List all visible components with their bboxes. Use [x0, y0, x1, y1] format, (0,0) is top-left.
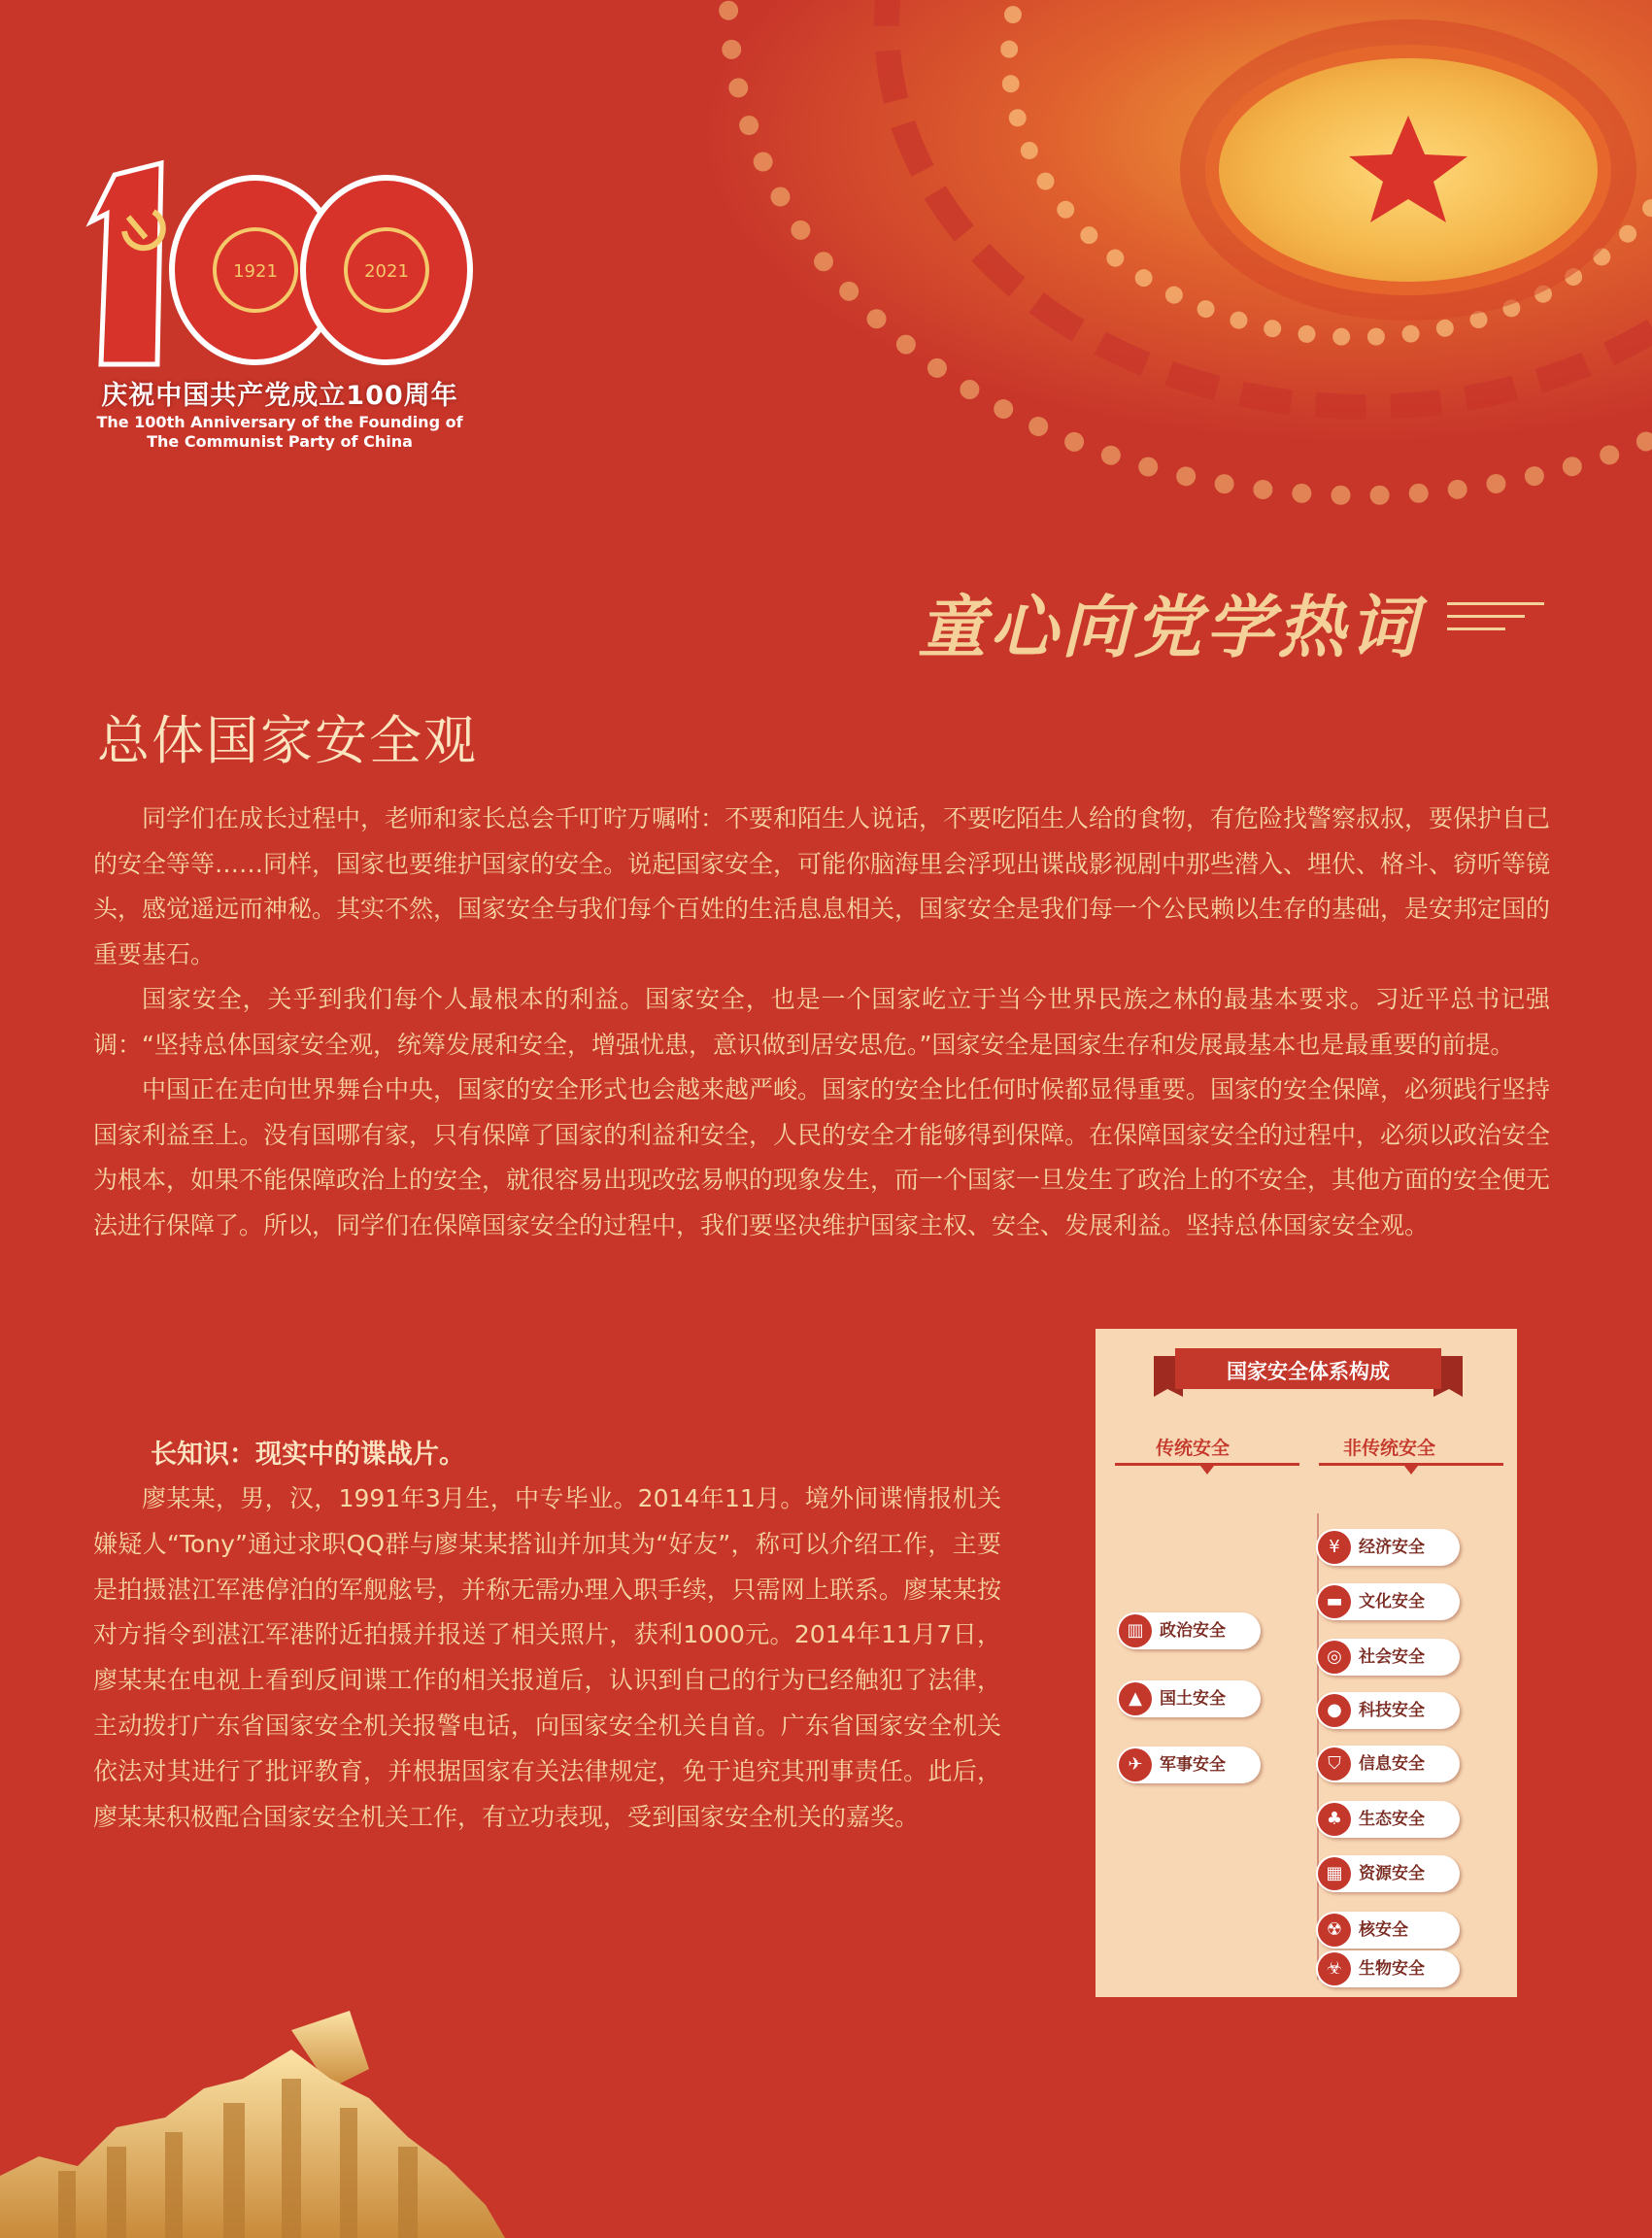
- tip-paragraph: 廖某某，男，汉，1991年3月生，中专毕业。2014年11月。境外间谍情报机关嫌疑人“Tony”通过求职QQ群与廖某某搭讪并加其为“好友”，称可以介绍工作，主要是拍摄湛江军港停泊的军舰舷号，并称无需办理入职手续，只需网上联系。廖某某按对方指令到湛江军港附近拍摄并报送了相关照片，获利1000元。2014年11月7日，廖某某在电视上看到反间谍工作的相关报道后，认识到自己的行为已经触犯了法律，主动拨打广东省国家安全机关报警电话，向国家安全机关自首。广东省国家安全机关依法对其进行了批评教育，并根据国家有关法律规定，免于追究其刑事责任。此后，廖某某积极配合国家安全机关工作，有立功表现，受到国家安全机关的嘉奖。: [93, 1484, 1001, 1831]
- non-traditional-item: ▦ 资源安全: [1316, 1855, 1460, 1892]
- resource-icon: ▦: [1318, 1857, 1351, 1890]
- logo-subtitle-line1: The 100th Anniversary of the Founding of: [96, 413, 463, 431]
- paragraph: 国家安全，关乎到我们每个人最根本的利益。国家安全，也是一个国家屹立于当今世界民族之林的最基本要求。习近平总书记强调：“坚持总体国家安全观，统筹发展和安全，增强忧患，意识做到居安思危。”国家安全是国家生存和发展最基本也是最重要的前提。: [93, 985, 1550, 1059]
- paragraph: 中国正在走向世界舞台中央，国家的安全形式也会越来越严峻。国家的安全比任何时候都显得重要。国家的安全保障，必须践行坚持国家利益至上。没有国哪有家，只有保障了国家的利益和安全，人民的安全才能够得到保障。在保障国家安全的过程中，必须以政治安全为根本，如果不能保障政治上的安全，就很容易出现改弦易帜的现象发生，而一个国家一旦发生了政治上的不安全，其他方面的安全便无法进行保障了。所以，同学们在保障国家安全的过程中，我们要坚决维护国家主权、安全、发展利益。坚持总体国家安全观。: [93, 1075, 1551, 1239]
- non-traditional-item: ▬ 文化安全: [1316, 1583, 1460, 1620]
- section-heading: 总体国家安全观: [97, 710, 478, 771]
- non-traditional-item: ● 科技安全: [1316, 1692, 1460, 1729]
- non-traditional-item: ☣ 生物安全: [1316, 1950, 1460, 1987]
- traditional-item: ✈ 军事安全: [1117, 1746, 1261, 1783]
- shield-icon: ⛉: [1318, 1747, 1351, 1780]
- biohazard-icon: ☣: [1318, 1952, 1351, 1985]
- network-icon: ◎: [1318, 1641, 1351, 1674]
- tip-body: [93, 1476, 1001, 1840]
- security-system-panel: [1096, 1329, 1517, 1997]
- traditional-item: ▥ 政治安全: [1117, 1612, 1261, 1649]
- non-traditional-item: ☢ 核安全: [1316, 1912, 1460, 1949]
- graduation-cap-icon: ▬: [1318, 1585, 1351, 1618]
- non-traditional-item: ♣ 生态安全: [1316, 1801, 1460, 1838]
- logo-subtitle: [85, 413, 474, 452]
- leaf-icon: ♣: [1318, 1803, 1351, 1836]
- non-traditional-item: ⛉ 信息安全: [1316, 1746, 1460, 1782]
- year-end: 2021: [364, 261, 409, 282]
- tip-heading: 长知识：现实中的谍战片。: [151, 1440, 465, 1470]
- title-decoration-lines: [1447, 602, 1544, 640]
- paragraph: 同学们在成长过程中，老师和家长总会千叮咛万嘱咐：不要和陌生人说话，不要吃陌生人给的食物，有危险找警察叔叔，要保护自己的安全等等……同样，国家也要维护国家的安全。说起国家安全，可能你脑海里会浮现出谍战影视剧中那些潜入、埋伏、格斗、窃听等镜头，感觉遥远而神秘。其实不然，国家安全与我们每个百姓的生活息息相关，国家安全是我们每一个公民赖以生存的基础，是安邦定国的重要基石。: [93, 804, 1551, 968]
- nuclear-icon: ☢: [1318, 1914, 1351, 1947]
- monument-sculpture: [0, 2011, 505, 2238]
- non-traditional-label: 非传统安全: [1343, 1438, 1436, 1459]
- panel-title-ribbon: [1154, 1342, 1463, 1403]
- non-traditional-item: ¥ 经济安全: [1316, 1529, 1460, 1566]
- traditional-label: 传统安全: [1156, 1438, 1231, 1459]
- logo-title: 庆祝中国共产党成立100周年: [101, 381, 458, 411]
- non-traditional-item: ◎ 社会安全: [1316, 1639, 1460, 1676]
- 100-logo-graphic: [85, 155, 474, 369]
- traditional-item: ▲ 国土安全: [1117, 1680, 1261, 1717]
- money-bag-icon: ¥: [1318, 1531, 1351, 1564]
- article-body: [93, 797, 1550, 1248]
- star-icon: [1335, 112, 1481, 228]
- building-icon: ▥: [1119, 1614, 1152, 1647]
- panel-title: 国家安全体系构成: [1227, 1360, 1390, 1383]
- lightbulb-icon: ●: [1318, 1694, 1351, 1727]
- year-start: 1921: [233, 261, 278, 282]
- column-divider: [1317, 1513, 1319, 1980]
- star-emblem: [1219, 58, 1598, 282]
- anniversary-logo: [85, 155, 474, 451]
- mountain-icon: ▲: [1119, 1682, 1152, 1715]
- page-title: 童心向党学热词: [918, 588, 1421, 667]
- airplane-icon: ✈: [1119, 1748, 1152, 1781]
- logo-subtitle-line2: The Communist Party of China: [147, 432, 413, 451]
